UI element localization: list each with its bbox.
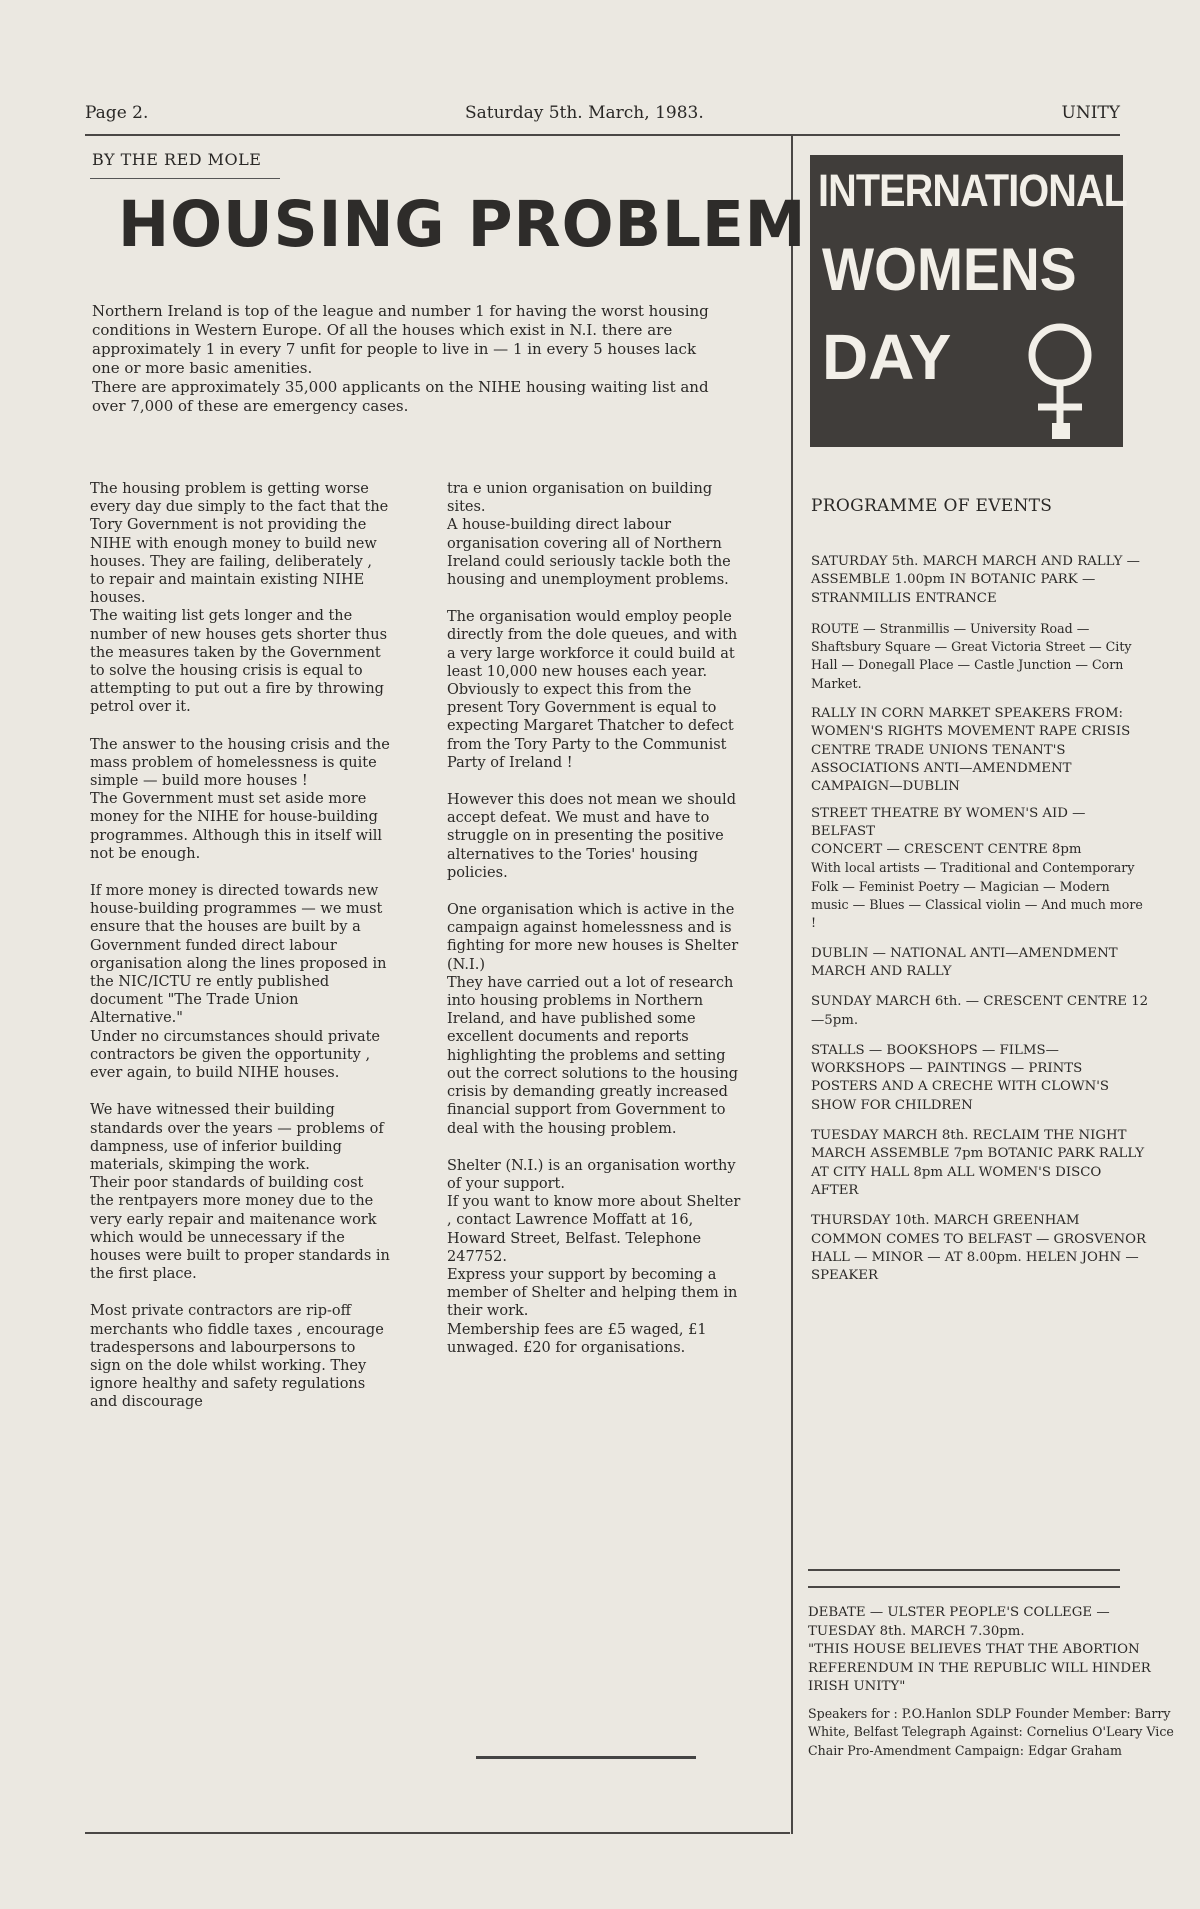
intro-paragraph: There are approximately 35,000 applicants on the NIHE housing waiting list and over 7,000 of these are emergency cases. [92,378,709,415]
article-column-2 [447,480,747,1376]
paragraph: If more money is directed towards new house-building programmes — we must ensure that the houses are built by a Government funded direct labour organisation along the lines proposed in the NIC/ICTU re ently published document "The Trade Union Alternative." [90,883,387,1027]
headline: HOUSING PROBLEM [118,188,807,261]
paragraph: Membership fees are £5 waged, £1 unwaged. £20 for organisations. [447,1321,707,1356]
paragraph: The housing problem is getting worse every day due simply to the fact that the Tory Government is not providing the NIHE with enough money to build new houses. They are failing, deliberately , to repair and maintain existing NIHE houses. [90,481,389,607]
page-number: Page 2. [85,103,149,123]
column-divider [791,134,793,1834]
issue-date: Saturday 5th. March, 1983. [465,103,704,123]
intro-paragraph: Northern Ireland is top of the league and number 1 for having the worst housing conditions in Western Europe. Of all the houses which exist in N.I. there are approximately 1 in every 7 unfit for people to live in — 1 in every 5 houses lack one or more basic amenities. [92,302,709,377]
paragraph: Shelter (N.I.) is an organisation worthy of your support. [447,1157,736,1192]
paragraph: The answer to the housing crisis and the mass problem of homelessness is quite simple — build more houses ! [90,736,390,790]
programme-title: PROGRAMME OF EVENTS [811,496,1053,516]
paper-name: UNITY [1061,103,1120,123]
womens-day-banner [810,155,1128,447]
debate-speakers: Speakers for : P.O.Hanlon SDLP Founder Member: Barry White, Belfast Telegraph Against: Cornelius O'Leary Vice Chair Pro-Amendment Campaign: Edgar Graham [808,1705,1174,1758]
article-end-rule [476,1756,696,1759]
byline: BY THE RED MOLE [92,150,262,169]
header-rule [85,134,1120,136]
event-item: TUESDAY MARCH 8th. RECLAIM THE NIGHT MARCH ASSEMBLE 7pm BOTANIC PARK RALLY AT CITY HALL 8pm ALL WOMEN'S DISCO AFTER [811,1128,1145,1198]
bottom-rule [85,1832,790,1834]
paragraph: Express your support by becoming a member of Shelter and helping them in their work. [447,1266,738,1320]
paragraph: They have carried out a lot of research into housing problems in Northern Ireland, and have published some excellent documents and reports highlighting the problems and setting out the correct solutions to the housing crisis by demanding greatly increased financial support from Government to deal with the housing problem. [447,974,739,1137]
banner-line-2: WOMENS [822,236,1077,303]
paragraph: Most private contractors are rip-off merchants who fiddle taxes , encourage tradespersons and labourpersons to sign on the dole whilst working. They ignore healthy and safety regulations and discourage [90,1303,384,1411]
venus-fist-icon [1010,315,1110,445]
page-header [85,103,1120,133]
paragraph: Their poor standards of building cost the rentpayers more money due to the very early repair and maitenance work which would be unnecessary if the houses were built to proper standards in the first place. [90,1175,390,1283]
event-item: RALLY IN CORN MARKET SPEAKERS FROM: WOMEN'S RIGHTS MOVEMENT RAPE CRISIS CENTRE TRADE UNIONS TENANT'S ASSOCIATIONS ANTI—AMENDMENT CAMPAIGN—DUBLIN [811,706,1131,795]
paragraph: Obviously to expect this from the present Tory Government is equal to expecting Margaret Thatcher to defect from the Tory Party to the Communist Party of Ireland ! [447,682,734,771]
paragraph: The waiting list gets longer and the number of new houses gets shorter thus the measures taken by the Government to solve the housing crisis is equal to attempting to put out a fire by throwing petrol over it. [90,608,388,716]
paragraph: A house-building direct labour organisation covering all of Northern Ireland could seriously tackle both the housing and unemployment problems. [447,517,731,589]
debate-heading: DEBATE — ULSTER PEOPLE'S COLLEGE — TUESDAY 8th. MARCH 7.30pm. [808,1605,1110,1639]
paragraph: tra e union organisation on building sites. [447,481,713,516]
event-item: With local artists — Traditional and Contemporary Folk — Feminist Poetry — Magician — Modern music — Blues — Classical violin — And much more ! [811,860,1143,931]
event-item: THURSDAY 10th. MARCH GREENHAM COMMON COMES TO BELFAST — GROSVENOR HALL — MINOR — AT 8.00pm. HELEN JOHN — SPEAKER [811,1213,1147,1284]
paragraph: The organisation would employ people directly from the dole queues, and with a very large workforce it could build at least 10,000 new houses each year. [447,609,738,680]
events-rule [808,1569,1120,1571]
byline-rule [90,178,280,179]
paragraph: The Government must set aside more money for the NIHE for house-building programmes. Although this in itself will not be enough. [90,791,382,862]
debate-notice [808,1604,1178,1768]
banner-line-3: DAY [822,321,952,393]
event-item: SUNDAY MARCH 6th. — CRESCENT CENTRE 12—5pm. [811,994,1149,1028]
event-item: ROUTE — Stranmillis — University Road — Shaftsbury Square — Great Victoria Street — City Hall — Donegall Place — Castle Junction — Corn Market. [811,620,1132,691]
debate-motion: "THIS HOUSE BELIEVES THAT THE ABORTION REFERENDUM IN THE REPUBLIC WILL HINDER IRISH UNITY" [808,1642,1151,1694]
events-rule [808,1586,1120,1588]
banner-line-1: INTERNATIONAL [818,165,1128,216]
event-item: STREET THEATRE BY WOMEN'S AID — BELFAST [811,805,1086,839]
event-item: CONCERT — CRESCENT CENTRE 8pm [811,842,1082,858]
paragraph: If you want to know more about Shelter , contact Lawrence Moffatt at 16, Howard Street, Belfast. Telephone 247752. [447,1194,741,1265]
article-intro [92,302,712,416]
article-column-1 [90,480,390,1431]
event-item: DUBLIN — NATIONAL ANTI—AMENDMENT MARCH AND RALLY [811,945,1118,979]
event-item: SATURDAY 5th. MARCH MARCH AND RALLY — ASSEMBLE 1.00pm IN BOTANIC PARK — STRANMILLIS ENTRANCE [811,554,1140,606]
paragraph: We have witnessed their building standards over the years — problems of dampness, use of inferior building materials, skimping the work. [90,1102,384,1173]
events-list [811,553,1151,1297]
paragraph: One organisation which is active in the campaign against homelessness and is fighting for more new houses is Shelter (N.I.) [447,902,739,973]
paragraph: However this does not mean we should accept defeat. We must and have to struggle on in presenting the positive alternatives to the Tories' housing policies. [447,792,736,881]
event-item: STALLS — BOOKSHOPS — FILMS— WORKSHOPS — PAINTINGS — PRINTS POSTERS AND A CRECHE WITH CLOWN'S SHOW FOR CHILDREN [811,1042,1110,1113]
paragraph: Under no circumstances should private contractors be given the opportunity , ever again, to build NIHE houses. [90,1028,381,1082]
